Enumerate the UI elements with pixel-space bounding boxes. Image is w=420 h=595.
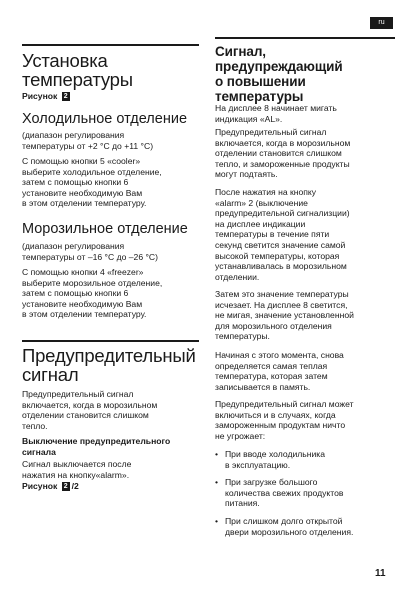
section-divider bbox=[215, 37, 395, 39]
warning-off-heading: Выключение предупредительного сигнала bbox=[22, 436, 171, 457]
figure-reference bbox=[22, 481, 79, 492]
alarm-paragraph-1: На дисплее 8 начинает мигать индикация «AL». bbox=[215, 103, 337, 124]
section-title-temperature: Установка температуры bbox=[22, 50, 133, 90]
alarm-paragraph-6: Предупредительный сигнал может включиться и в случаях, когда замороженным продуктам ничто не угрожает: bbox=[215, 399, 354, 441]
warning-description: Предупредительный сигнал включается, когда в морозильном отделении становится слишком тепло. bbox=[22, 389, 158, 431]
cooler-instructions: С помощью кнопки 5 «cooler» выберите холодильное отделение, затем с помощью кнопки 6 установите необходимую Вам в этом отделении температуру. bbox=[22, 156, 162, 209]
cooler-range: (диапазон регулирования температуры от +2 °C до +11 °C) bbox=[22, 130, 154, 151]
freezer-instructions: С помощью кнопки 4 «freezer» выберите морозильное отделение, затем с помощью кнопки 6 установите необходимую Вам в этом отделении температуру. bbox=[22, 267, 163, 320]
section-title-temperature-alarm: Сигнал, предупреждающий о повышении температуры bbox=[215, 44, 343, 104]
warning-off-text: Сигнал выключается после нажатия на кнопку«alarm». bbox=[22, 459, 132, 480]
alarm-paragraph-2: Предупредительный сигнал включается, когда в морозильном отделении становится слишком тепло, и замороженные продукты могут подтаять. bbox=[215, 127, 351, 180]
figure-label: Рисунок bbox=[22, 481, 58, 491]
freezer-range: (диапазон регулирования температуры от –16 °C до –26 °C) bbox=[22, 241, 158, 262]
section-title-warning: Предупредительный сигнал bbox=[22, 345, 196, 385]
list-item: • При загрузке большого количества свежих продуктов питания. bbox=[215, 477, 395, 509]
cooler-heading: Холодильное отделение bbox=[22, 111, 188, 127]
figure-number: 2 bbox=[63, 483, 68, 490]
alarm-paragraph-5: Начиная с этого момента, снова определяется самая теплая температура, которая затем записывается в память. bbox=[215, 350, 344, 392]
alarm-paragraph-3: После нажатия на кнопку «alarm» 2 (выключение предупредительной сигнализции) на дисплее индикации температуры в течение пяти секунд светится значение самой высокой температуры, которая устанавливалась в морозильном отделении. bbox=[215, 187, 350, 282]
list-item: • При слишком долго открытой двери морозильного отделения. bbox=[215, 516, 395, 537]
figure-number: 2 bbox=[63, 93, 68, 100]
figure-suffix: /2 bbox=[71, 481, 79, 491]
section-divider bbox=[22, 44, 199, 46]
language-badge: ru bbox=[370, 17, 393, 29]
freezer-heading: Морозильное отделение bbox=[22, 221, 188, 237]
page-number: 11 bbox=[375, 568, 386, 579]
alarm-cases-list bbox=[215, 449, 395, 544]
figure-reference bbox=[22, 91, 72, 102]
list-item: • При вводе холодильника в эксплуатацию. bbox=[215, 449, 395, 470]
section-divider bbox=[22, 340, 199, 342]
alarm-paragraph-4: Затем это значение температуры исчезает. На дисплее 8 светится, не мигая, значение установленной для морозильного отделения температуры. bbox=[215, 289, 354, 342]
figure-label: Рисунок bbox=[22, 91, 58, 101]
